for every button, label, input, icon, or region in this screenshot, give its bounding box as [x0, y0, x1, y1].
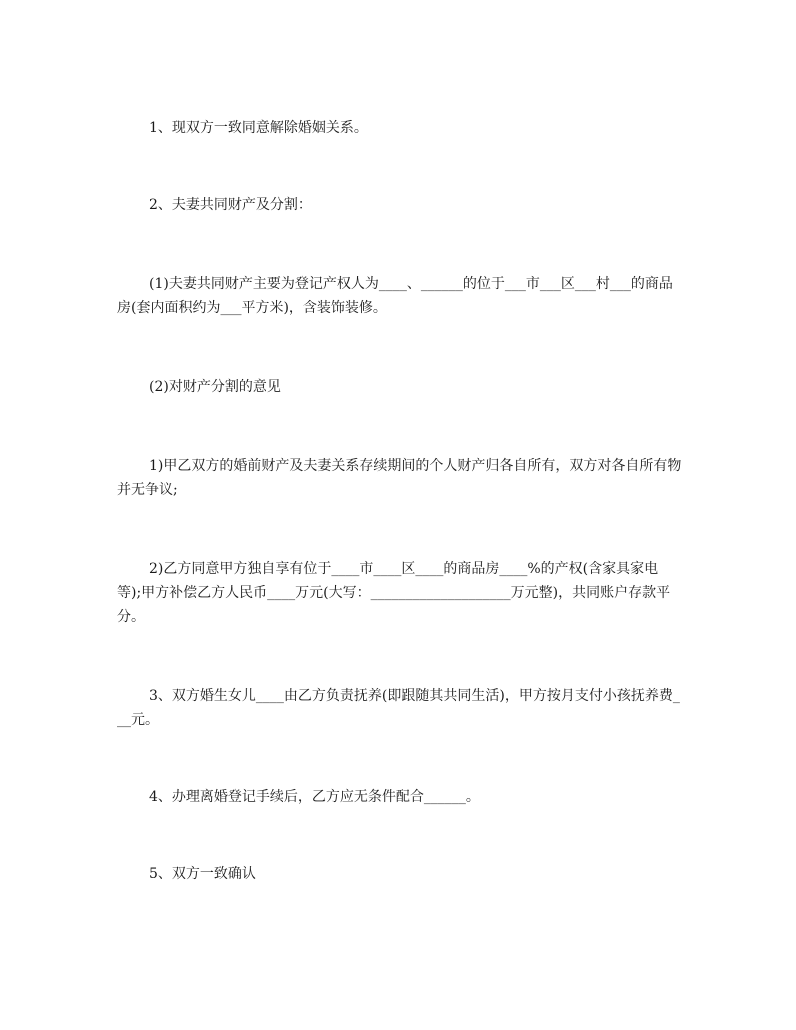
- clause-2-1-joint-property-description: (1)夫妻共同财产主要为登记产权人为____、______的位于___市___区___村___的商品房(套内面积约为___平方米)，含装饰装修。: [117, 276, 673, 316]
- clause-2-2-1-premarital-property: 1)甲乙双方的婚前财产及夫妻关系存续期间的个人财产归各自所有，双方对各自所有物并无争议;: [117, 458, 682, 498]
- clause-2-2-2-house-ownership-compensation: 2)乙方同意甲方独自享有位于____市____区____的商品房____%的产权(含家具家电等);甲方补偿乙方人民币____万元(大写：____________________万元整)，共同账户存款平分。: [117, 561, 671, 625]
- clause-2-joint-property-heading: 2、夫妻共同财产及分割：: [149, 197, 312, 213]
- clause-1-dissolve-marriage: 1、现双方一致同意解除婚姻关系。: [149, 120, 368, 136]
- clause-5-mutual-confirmation: 5、双方一致确认: [149, 866, 256, 882]
- clause-3-child-custody: 3、双方婚生女儿____由乙方负责抚养(即跟随其共同生活)，甲方按月支付小孩抚养费___元。: [117, 688, 680, 728]
- clause-4-divorce-registration: 4、办理离婚登记手续后，乙方应无条件配合______。: [149, 789, 480, 805]
- clause-2-2-division-opinion-heading: (2)对财产分割的意见: [149, 379, 281, 395]
